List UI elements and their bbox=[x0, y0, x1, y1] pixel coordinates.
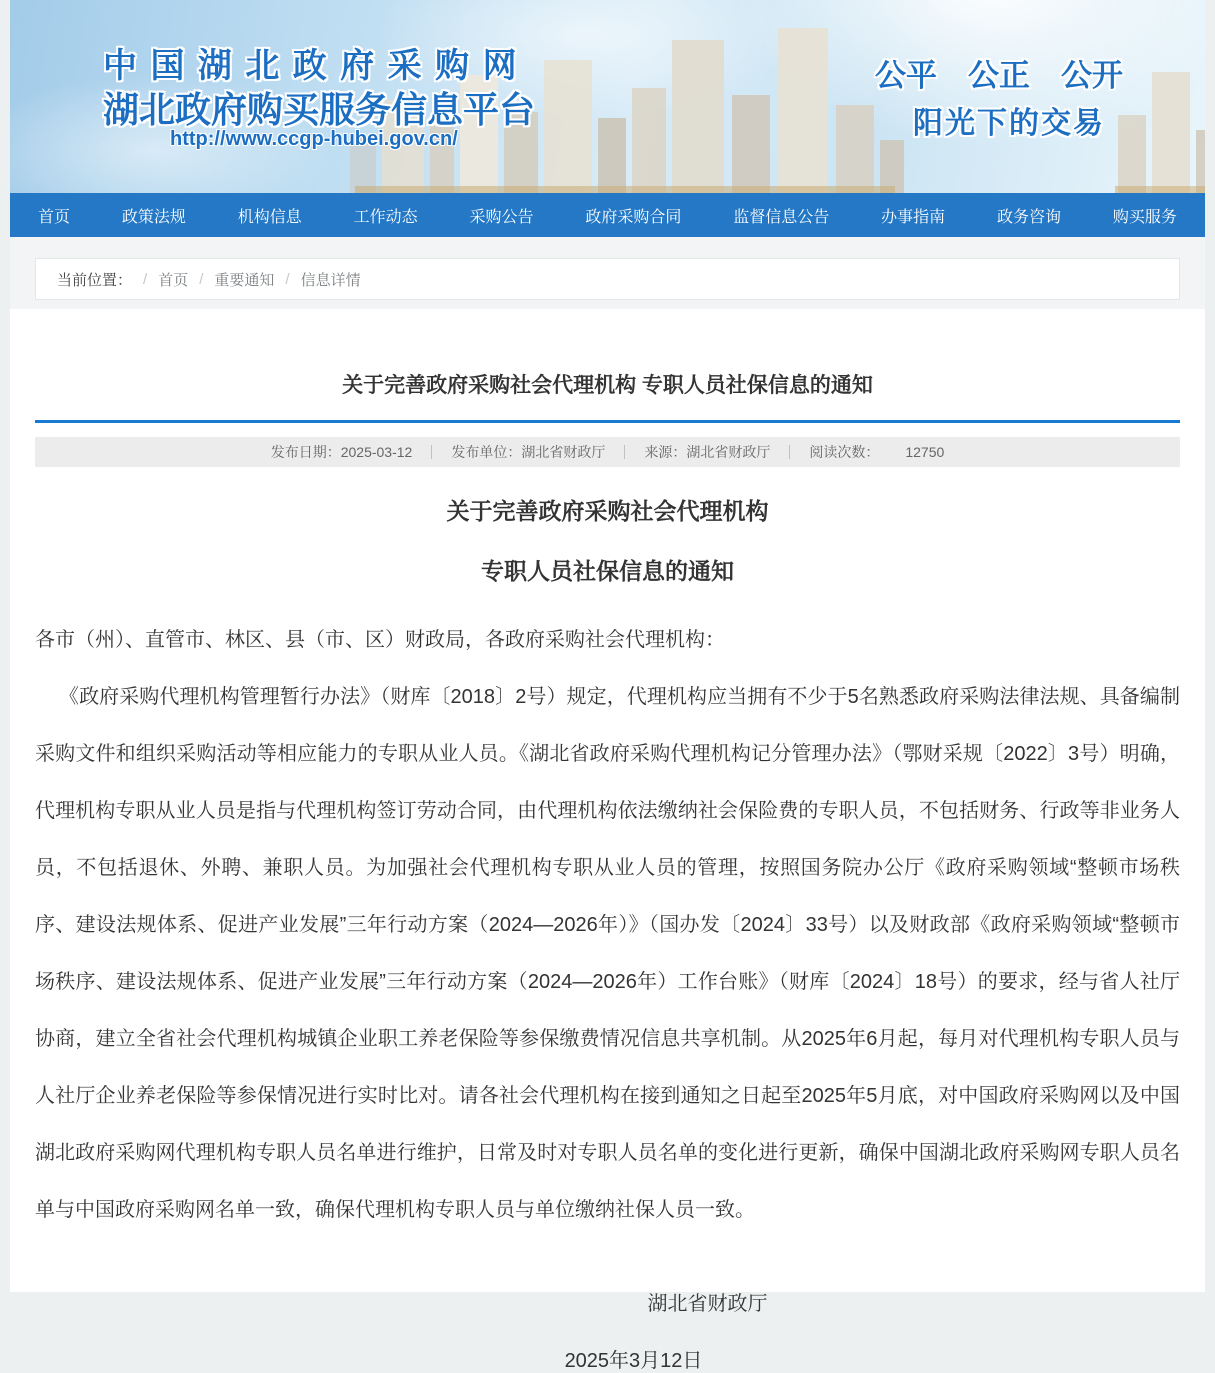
main-nav bbox=[10, 193, 1205, 237]
site-subtitle: 湖北政府购买服务信息平台 bbox=[103, 89, 536, 130]
breadcrumb-trail bbox=[132, 269, 361, 290]
nav-item-10[interactable]: 购买服务 bbox=[1112, 208, 1177, 226]
breadcrumb-item-3: 信息详情 bbox=[300, 271, 361, 289]
title-divider bbox=[35, 420, 1180, 423]
nav-item-8[interactable]: 办事指南 bbox=[881, 208, 946, 226]
meta-separator bbox=[789, 445, 790, 459]
meta-separator bbox=[624, 445, 625, 459]
banner-slogan-line1: 公平 公正 公开 bbox=[875, 58, 1123, 93]
nav-item-9[interactable]: 政务咨询 bbox=[997, 208, 1062, 226]
nav-item-5[interactable]: 采购公告 bbox=[469, 208, 534, 226]
site-title: 中 国 湖 北 政 府 采 购 网 bbox=[103, 47, 519, 85]
nav-item-1[interactable]: 首页 bbox=[38, 208, 71, 226]
nav-item-7[interactable]: 监督信息公告 bbox=[733, 208, 830, 226]
breadcrumb-label: 当前位置： bbox=[57, 271, 133, 289]
breadcrumb-zone bbox=[10, 237, 1205, 309]
breadcrumb bbox=[35, 258, 1180, 300]
page-content bbox=[10, 0, 1205, 1372]
document-body bbox=[35, 612, 1180, 1239]
site-banner bbox=[10, 0, 1205, 193]
main-paragraph: 《政府采购代理机构管理暂行办法》（财库〔2018〕2号）规定，代理机构应当拥有不少于5名熟悉政府采购法律法规、具备编制采购文件和组织采购活动等相应能力的专职从业人员。《湖北省政府采购代理机构记分管理办法》（鄂财采规〔2022〕3号）明确，代理机构专职从业人员是指与代理机构签订劳动合同，由代理机构依法缴纳社会保险费的专职人员，不包括财务、行政等非业务人员，不包括退休、外聘、兼职人员。为加强社会代理机构专职从业人员的管理，按照国务院办公厅《政府采购领域“整顿市场秩序、建设法规体系、促进产业发展”三年行动方案（2024—2026年）》（国办发〔2024〕33号）以及财政部《政府采购领域“整顿市场秩序、建设法规体系、促进产业发展”三年行动方案（2024—2026年）工作台账》（财库〔2024〕18号）的要求，经与省人社厅协商，建立全省社会代理机构城镇企业职工养老保险等参保缴费情况信息共享机制。从2025年6月起，每月对代理机构专职人员与人社厅企业养老保险等参保情况进行实时比对。请各社会代理机构在接到通知之日起至2025年5月底，对中国政府采购网以及中国湖北政府采购网代理机构专职人员名单进行维护，日常及时对专职人员名单的变化进行更新，确保中国湖北政府采购网专职人员名单与中国政府采购网名单一致，确保代理机构专职人员与单位缴纳社保人员一致。 bbox=[35, 686, 1180, 1221]
meta-separator bbox=[431, 445, 432, 459]
nav-item-4[interactable]: 工作动态 bbox=[353, 208, 418, 226]
breadcrumb-item-1[interactable]: 首页 bbox=[158, 271, 189, 289]
document-title-line2: 专职人员社保信息的通知 bbox=[481, 558, 734, 584]
breadcrumb-separator: / bbox=[143, 270, 148, 288]
nav-item-6[interactable]: 政府采购合同 bbox=[585, 208, 682, 226]
meta-source: 来源：湖北省财政厅 bbox=[644, 444, 771, 460]
meta-publish-unit: 发布单位：湖北省财政厅 bbox=[451, 444, 606, 460]
breadcrumb-item-2[interactable]: 重要通知 bbox=[214, 271, 275, 289]
signature-date: 2025年3月12日 bbox=[564, 1350, 703, 1372]
signature-unit: 湖北省财政厅 bbox=[647, 1293, 768, 1315]
article-list-title: 关于完善政府采购社会代理机构 专职人员社保信息的通知 bbox=[342, 374, 873, 397]
nav-item-3[interactable]: 机构信息 bbox=[237, 208, 302, 226]
breadcrumb-separator: / bbox=[199, 270, 204, 288]
meta-views: 阅读次数： 12750 bbox=[809, 444, 945, 460]
article-meta-bar bbox=[35, 437, 1180, 467]
document-title-line1: 关于完善政府采购社会代理机构 bbox=[446, 498, 769, 524]
site-url: http://www.ccgp-hubei.gov.cn/ bbox=[170, 128, 458, 150]
article-panel bbox=[10, 309, 1205, 1373]
breadcrumb-separator: / bbox=[285, 270, 290, 288]
nav-item-2[interactable]: 政策法规 bbox=[121, 208, 186, 226]
banner-slogan-line2: 阳光下的交易 bbox=[913, 107, 1105, 140]
salutation-paragraph: 各市（州）、直管市、林区、县（市、区）财政局，各政府采购社会代理机构： bbox=[35, 629, 725, 651]
meta-publish-date: 发布日期：2025-03-12 bbox=[270, 444, 413, 460]
